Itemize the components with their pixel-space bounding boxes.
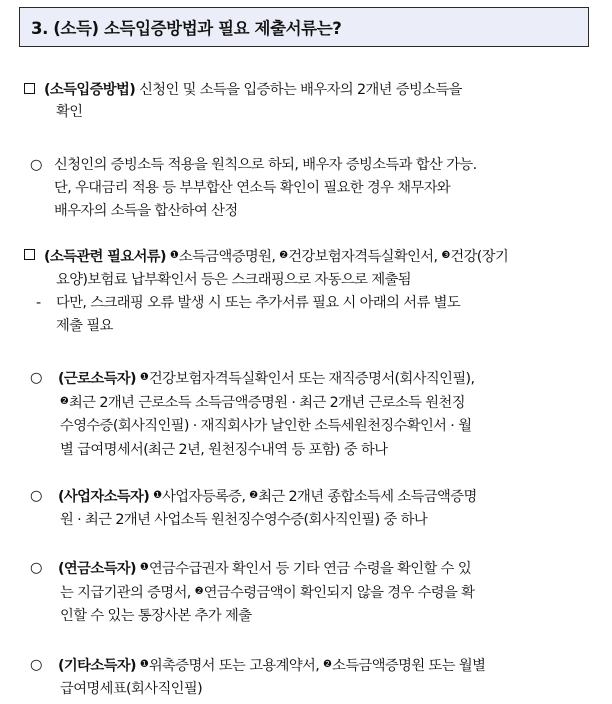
section-title: 3. (소득) 소득입증방법과 필요 제출서류는? [31,19,342,38]
business-label: (사업자소득자) [58,489,150,505]
business-line-1: (사업자소득자) $^❶$사업자등록증, $^❷$최근 2개년 종합소득세 소득금액증명 [58,489,477,505]
earned-label: (근로소득자) [58,371,136,387]
dash-bullet-documents-note: - [36,295,42,311]
other-label: (기타소득자) [58,658,136,674]
pension-label: (연금소득자) [58,561,136,577]
documents-note-line-1: 다만, 스크래핑 오류 발생 시 또는 추가서류 필요 시 아래의 서류 별도 [56,295,461,311]
pension-line-2: 는 지급기관의 증명서, $^❷$연금수령금액이 확인되지 않을 경우 수령을 확 [60,585,475,601]
square-bullet-documents [24,246,35,266]
circled-number-icon: ❶ [139,562,149,573]
circled-number-icon: ❸ [441,250,451,261]
circled-number-icon: ❶ [169,250,179,261]
method-line-2: 확인 [56,104,83,120]
documents-line-1: (소득관련 필요서류) $^❶$소득금액증명원, $^❷$건강보험자격득실확인서, $^❸$건강(장기 [44,249,509,265]
square-bullet-method [24,80,35,100]
section-title-box [19,7,589,47]
circle-bullet-business: ○ [30,488,43,504]
method-detail-line-2: 단, 우대금리 적용 등 부부합산 연소득 확인이 필요한 경우 채무자와 [54,180,451,196]
other-line-1: (기타소득자) $^❶$위촉증명서 또는 고용계약서, $^❷$소득금액증명원 또는 월별 [58,658,486,674]
earned-line-3: 수영수증(회사직인필) · 재직회사가 날인한 소득세원천징수확인서 · 월 [60,418,472,434]
other-line-2: 급여명세표(회사직인필) [60,681,203,697]
circled-number-icon: ❶ [139,659,149,670]
documents-line-2: 요양)보험료 납부확인서 등은 스크래핑으로 자동으로 제출됨 [56,272,411,288]
square-bullet-icon [24,83,35,94]
circled-number-icon: ❶ [139,372,149,383]
circled-number-icon: ❷ [279,250,289,261]
method-label: (소득입증방법) [44,82,136,98]
circled-number-icon: ❷ [60,396,69,407]
documents-label: (소득관련 필요서류) [44,249,166,265]
pension-line-1: (연금소득자) $^❶$연금수급권자 확인서 등 기타 연금 수령을 확인할 수 있 [58,561,472,577]
circled-number-icon: ❷ [194,586,204,597]
method-text: 신청인 및 소득을 입증하는 배우자의 2개년 증빙소득을 [135,82,462,98]
method-line-1 [44,80,569,100]
earned-line-4: 별 급여명세서(최근 2년, 원천징수내역 등 포함) 중 하나 [60,442,388,458]
circle-bullet-method-detail: ○ [30,157,43,173]
circled-number-icon: ❷ [323,659,333,670]
circle-bullet-earned: ○ [30,370,43,386]
circled-number-icon: ❷ [249,490,259,501]
method-detail-line-3: 배우자의 소득을 합산하여 산정 [54,203,238,219]
circle-bullet-pension: ○ [30,560,43,576]
business-line-2: 원 · 최근 2개년 사업소득 원천징수영수증(회사직인필) 중 하나 [60,512,428,528]
documents-note-line-2: 제출 필요 [56,318,113,334]
earned-line-1: (근로소득자) $^❶$건강보험자격득실확인서 또는 재직증명서(회사직인필), [58,371,475,387]
circled-number-icon: ❶ [153,490,163,501]
earned-line-2: $^❷$최근 2개년 근로소득 소득금액증명원 · 최근 2개년 근로소득 원천징 [60,395,465,411]
method-detail-line-1: 신청인의 증빙소득 적용을 원칙으로 하되, 배우자 증빙소득과 합산 가능. [54,157,477,173]
circle-bullet-other: ○ [30,657,43,673]
pension-line-3: 인할 수 있는 통장사본 추가 제출 [60,608,252,624]
square-bullet-icon [24,249,35,260]
